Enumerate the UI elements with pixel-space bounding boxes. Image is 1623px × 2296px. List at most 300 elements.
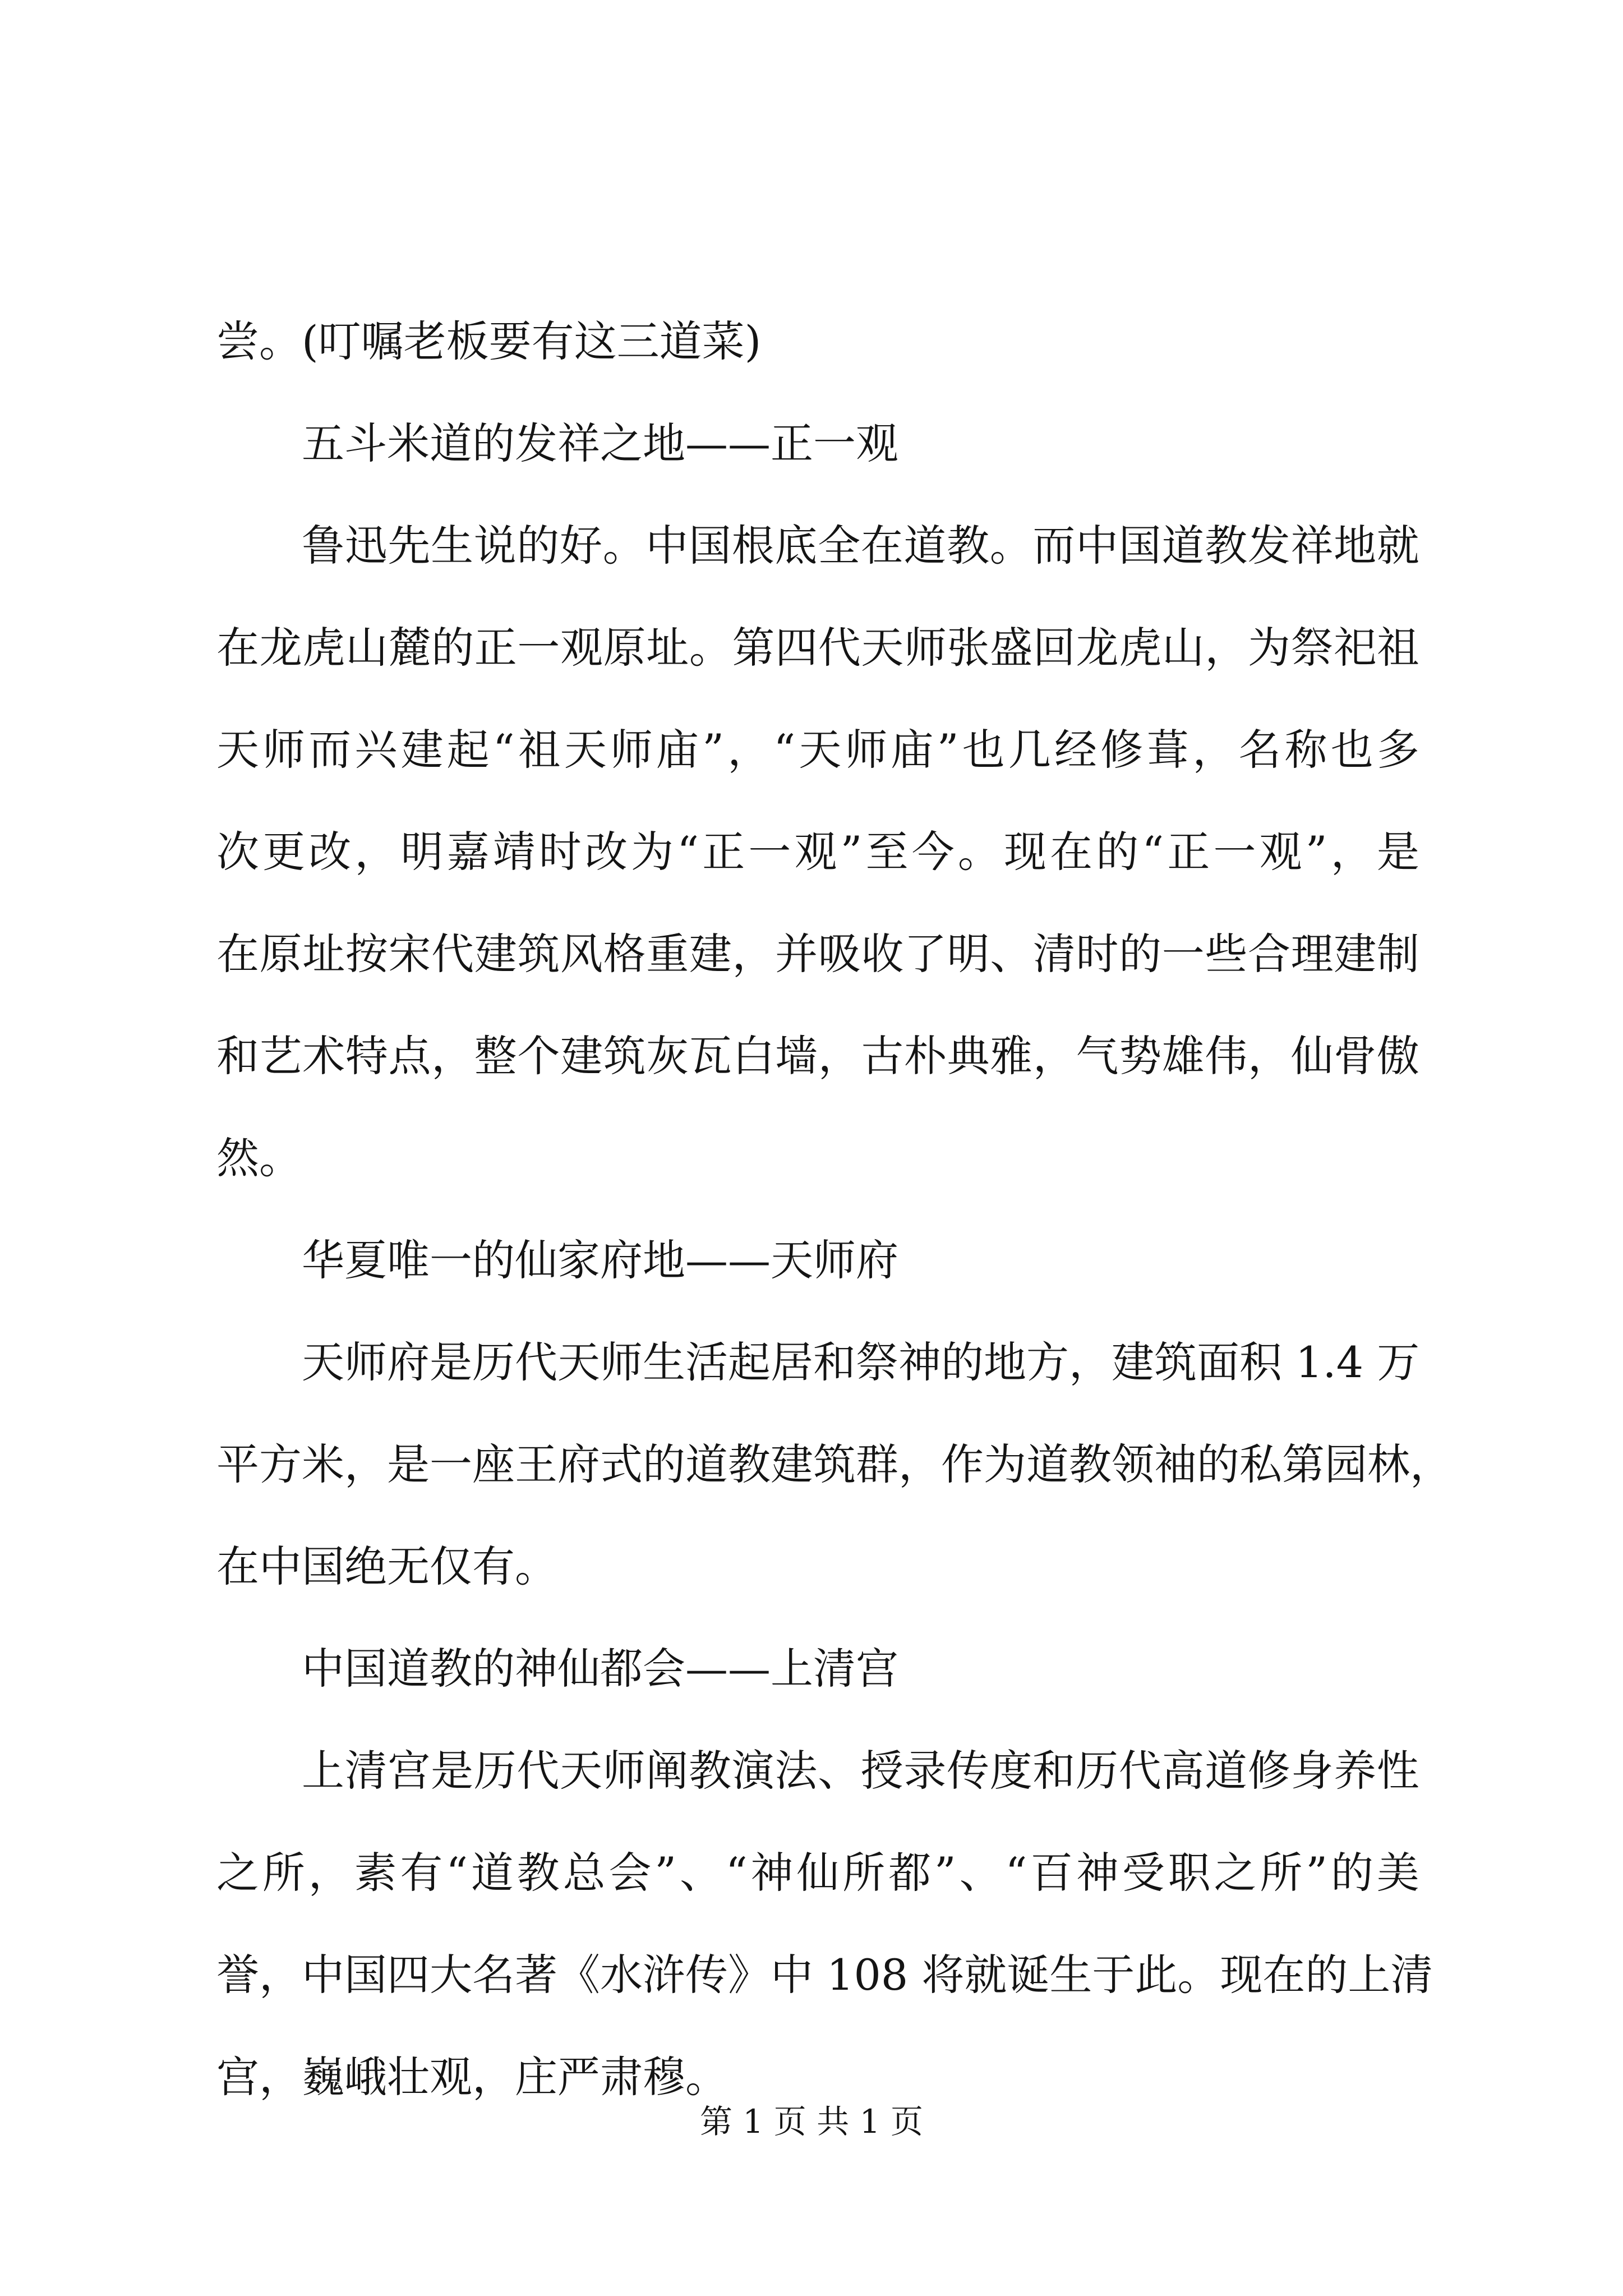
glyph: 4: [1336, 1337, 1364, 1387]
glyph: 些: [1205, 929, 1248, 979]
glyph: 白: [732, 1031, 775, 1081]
glyph: 了: [904, 929, 947, 979]
glyph: 按: [345, 929, 388, 979]
glyph: 王: [515, 1439, 557, 1489]
glyph: [813, 1924, 827, 2026]
glyph: 时: [538, 827, 582, 877]
glyph: 雅: [990, 1031, 1033, 1081]
glyph: 积: [1239, 1337, 1282, 1387]
glyph: 在: [216, 623, 259, 673]
glyph: 称: [1284, 725, 1327, 775]
glyph: 生: [1049, 1950, 1092, 2000]
glyph: 袖: [1154, 1439, 1197, 1489]
glyph: 道: [1161, 521, 1205, 570]
glyph: 。: [689, 623, 732, 673]
glyph: .: [1322, 1337, 1336, 1387]
glyph: 8: [880, 1950, 909, 2000]
glyph: 先: [388, 521, 431, 570]
glyph: 。: [1177, 1950, 1220, 2000]
glyph: 方: [259, 1439, 302, 1489]
glyph: ，: [1248, 1031, 1290, 1081]
glyph: 度: [989, 1746, 1032, 1796]
glyph: 林: [1367, 1439, 1410, 1489]
glyph: 就: [1376, 521, 1419, 570]
glyph: 改: [585, 827, 628, 877]
glyph: ，: [1410, 1439, 1453, 1489]
glyph: 建: [560, 1031, 603, 1081]
glyph: 一: [1161, 929, 1205, 979]
glyph: 上: [1348, 1950, 1391, 2000]
glyph: 正: [1167, 827, 1210, 877]
glyph: 四: [387, 1950, 430, 2000]
glyph: 在: [860, 521, 903, 570]
glyph: 仙: [796, 1848, 840, 1898]
glyph: 建: [474, 929, 517, 979]
glyph: 师: [344, 1337, 387, 1387]
glyph: “: [1142, 827, 1164, 877]
glyph: 是: [387, 1439, 430, 1489]
glyph: 代: [1118, 1746, 1161, 1796]
glyph: 灰: [646, 1031, 689, 1081]
glyph: 虎: [1119, 623, 1162, 673]
document-body: [216, 291, 1453, 2128]
glyph: 祭: [1290, 623, 1334, 673]
glyph: “: [492, 725, 515, 775]
glyph: 而: [1032, 521, 1076, 570]
glyph: 次: [216, 827, 259, 877]
glyph: 至: [865, 827, 909, 877]
glyph: 麓: [388, 623, 431, 673]
glyph: 发: [1247, 521, 1290, 570]
glyph: ，: [431, 1031, 474, 1081]
glyph: 大: [430, 1950, 472, 2000]
glyph: 天: [216, 725, 259, 775]
glyph: 特: [345, 1031, 388, 1081]
glyph: 受: [1122, 1848, 1165, 1898]
glyph: 》: [728, 1950, 771, 2000]
glyph: 修: [1100, 725, 1144, 775]
glyph: 师: [602, 1746, 645, 1796]
glyph: 天: [302, 1337, 344, 1387]
glyph: 天: [564, 725, 607, 775]
glyph: 面: [1197, 1337, 1239, 1387]
body-line: [216, 1720, 1419, 1822]
glyph: 米: [302, 1439, 344, 1489]
glyph: 居: [771, 1337, 813, 1387]
glyph: 师: [262, 725, 306, 775]
glyph: 道: [685, 1439, 728, 1489]
body-line: [216, 597, 1419, 699]
glyph: 正: [702, 827, 745, 877]
glyph: 中: [1076, 521, 1119, 570]
glyph: ，: [354, 827, 398, 877]
glyph: 现: [1220, 1950, 1263, 2000]
glyph: “: [1005, 1848, 1027, 1898]
glyph: 此: [1135, 1950, 1178, 2000]
glyph: 天: [560, 1746, 603, 1796]
glyph: 建: [771, 1439, 813, 1489]
glyph: 多: [1376, 725, 1419, 775]
glyph: 的: [643, 1439, 685, 1489]
glyph: 传: [685, 1950, 728, 2000]
glyph: 性: [1376, 1746, 1419, 1796]
glyph: 一: [430, 1439, 472, 1489]
glyph: 起: [446, 725, 490, 775]
glyph: 几: [1008, 725, 1051, 775]
glyph: [908, 1924, 921, 2026]
section-heading: 五斗米道的发祥之地——正一观: [302, 418, 898, 468]
glyph: ”: [654, 1848, 677, 1898]
glyph: 教: [517, 1848, 560, 1898]
body-line: [216, 1005, 1419, 1107]
glyph: 园: [1325, 1439, 1367, 1489]
glyph: 法: [774, 1746, 818, 1796]
section-heading: 中国道教的神仙都会——上清宫: [302, 1644, 898, 1694]
glyph: 师: [610, 725, 653, 775]
body-line: [216, 903, 1419, 1005]
body-line: 尝。(叮嘱老板要有这三道菜): [216, 316, 762, 366]
glyph: 、: [990, 929, 1033, 979]
glyph: 筑: [1154, 1337, 1197, 1387]
glyph: 筑: [517, 929, 560, 979]
glyph: 第: [732, 623, 775, 673]
glyph: 身: [1290, 1746, 1334, 1796]
glyph: ，: [732, 929, 775, 979]
glyph: 代: [517, 1746, 560, 1796]
glyph: 也: [962, 725, 1005, 775]
glyph: 会: [608, 1848, 652, 1898]
glyph: 观: [560, 623, 603, 673]
glyph: 浒: [643, 1950, 685, 2000]
glyph: 骨: [1334, 1031, 1377, 1081]
page-number-footer: 第 1 页 共 1 页: [700, 2102, 923, 2141]
glyph: 第: [1282, 1439, 1325, 1489]
glyph: 养: [1334, 1746, 1377, 1796]
glyph: 一: [748, 827, 791, 877]
glyph: 《: [557, 1950, 600, 2000]
glyph: 中: [645, 521, 689, 570]
glyph: 誉: [216, 1950, 259, 2000]
glyph: 仙: [1290, 1031, 1334, 1081]
glyph: 教: [689, 1746, 732, 1796]
glyph: 龙: [1076, 623, 1119, 673]
glyph: 点: [388, 1031, 431, 1081]
glyph: 现: [1003, 827, 1046, 877]
glyph: 1: [827, 1950, 854, 2000]
glyph: 生: [431, 521, 474, 570]
glyph: 建: [1112, 1337, 1154, 1387]
glyph: 改: [308, 827, 352, 877]
glyph: 重: [646, 929, 689, 979]
glyph: ，: [1069, 1337, 1112, 1387]
glyph: 全: [818, 521, 861, 570]
glyph: ，: [818, 1031, 861, 1081]
glyph: 正: [474, 623, 517, 673]
glyph: 迅: [344, 521, 388, 570]
glyph: 和: [813, 1337, 856, 1387]
glyph: 教: [728, 1439, 771, 1489]
glyph: 建: [400, 725, 444, 775]
glyph: 将: [921, 1950, 965, 2000]
body-line: [216, 1414, 1453, 1516]
body-line: 在中国绝无仅有。: [216, 1542, 557, 1591]
glyph: 观: [1259, 827, 1302, 877]
glyph: 、: [680, 1848, 722, 1898]
glyph: 修: [1247, 1746, 1290, 1796]
glyph: 而: [308, 725, 352, 775]
glyph: 祖: [518, 725, 561, 775]
glyph: 代: [515, 1337, 557, 1387]
glyph: 理: [1290, 929, 1334, 979]
glyph: 、: [818, 1746, 861, 1796]
glyph: 格: [603, 929, 646, 979]
glyph: 师: [904, 623, 947, 673]
glyph: 在: [1050, 827, 1093, 877]
glyph: 有: [400, 1848, 443, 1898]
glyph: 嘉: [446, 827, 490, 877]
glyph: 教: [947, 521, 990, 570]
glyph: ，: [1032, 1031, 1076, 1081]
glyph: 也: [1330, 725, 1373, 775]
glyph: 观: [794, 827, 837, 877]
glyph: 雄: [1161, 1031, 1205, 1081]
glyph: 为: [631, 827, 674, 877]
glyph: 历: [1076, 1746, 1119, 1796]
glyph: 建: [1334, 929, 1377, 979]
glyph: 、: [959, 1848, 1002, 1898]
glyph: ”: [840, 827, 863, 877]
glyph: 并: [775, 929, 818, 979]
body-line: [216, 1924, 1433, 2026]
glyph: 和: [1032, 1746, 1076, 1796]
glyph: 是: [431, 1746, 474, 1796]
glyph: 上: [302, 1746, 344, 1796]
glyph: 领: [1112, 1439, 1154, 1489]
glyph: 个: [517, 1031, 560, 1081]
glyph: 起: [728, 1337, 771, 1387]
glyph: 诞: [1007, 1950, 1050, 2000]
glyph: 府: [557, 1439, 600, 1489]
glyph: 原: [259, 929, 302, 979]
body-line: [216, 801, 1419, 903]
body-line: 然。: [216, 1133, 302, 1183]
glyph: 职: [1168, 1848, 1211, 1898]
glyph: 合: [1248, 929, 1290, 979]
glyph: 今: [911, 827, 955, 877]
glyph: 经: [1054, 725, 1097, 775]
glyph: 建: [689, 929, 732, 979]
glyph: 一: [1213, 827, 1256, 877]
glyph: “: [725, 1848, 748, 1898]
glyph: 历: [472, 1337, 515, 1387]
glyph: 鲁: [302, 521, 344, 570]
glyph: ，: [308, 1848, 351, 1898]
glyph: 盛: [990, 623, 1033, 673]
glyph: 宋: [388, 929, 431, 979]
glyph: 靖: [492, 827, 536, 877]
glyph: 名: [472, 1950, 515, 2000]
glyph: ”: [937, 725, 959, 775]
glyph: 祥: [1290, 521, 1334, 570]
glyph: ”: [1305, 827, 1327, 877]
glyph: 代: [431, 929, 474, 979]
glyph: 为: [1248, 623, 1290, 673]
glyph: 的: [1119, 929, 1162, 979]
glyph: 艺: [259, 1031, 302, 1081]
glyph: 明: [400, 827, 444, 877]
glyph: 教: [1069, 1439, 1112, 1489]
glyph: 总: [562, 1848, 606, 1898]
glyph: 是: [430, 1337, 472, 1387]
glyph: ”: [1306, 1848, 1328, 1898]
glyph: 。: [957, 827, 1000, 877]
glyph: 著: [515, 1950, 557, 2000]
glyph: 的: [1197, 1439, 1239, 1489]
glyph: [1363, 1312, 1377, 1414]
glyph: 国: [1118, 521, 1161, 570]
glyph: 天: [861, 623, 904, 673]
glyph: 好: [560, 521, 603, 570]
glyph: 筑: [813, 1439, 856, 1489]
glyph: 天: [557, 1337, 600, 1387]
body-line: [216, 699, 1419, 801]
glyph: 典: [947, 1031, 990, 1081]
glyph: 所: [842, 1848, 886, 1898]
glyph: 四: [775, 623, 818, 673]
glyph: 师: [845, 725, 888, 775]
glyph: 在: [216, 929, 259, 979]
glyph: ，: [898, 1439, 941, 1489]
glyph: 清: [344, 1746, 388, 1796]
glyph: 所: [262, 1848, 305, 1898]
glyph: 风: [560, 929, 603, 979]
glyph: 在: [1262, 1950, 1306, 2000]
glyph: ”: [702, 725, 725, 775]
body-line: [216, 1312, 1419, 1414]
glyph: 收: [861, 929, 904, 979]
glyph: 座: [472, 1439, 515, 1489]
glyph: 道: [903, 521, 947, 570]
glyph: ”: [934, 1848, 956, 1898]
glyph: 群: [856, 1439, 898, 1489]
glyph: 代: [818, 623, 861, 673]
glyph: 兴: [354, 725, 398, 775]
glyph: 庙: [891, 725, 934, 775]
glyph: 作: [941, 1439, 984, 1489]
glyph: [1282, 1312, 1295, 1414]
glyph: 瓦: [689, 1031, 732, 1081]
glyph: ，: [344, 1439, 387, 1489]
glyph: 回: [1032, 623, 1076, 673]
glyph: 术: [302, 1031, 345, 1081]
glyph: 都: [888, 1848, 932, 1898]
glyph: 平: [216, 1439, 259, 1489]
glyph: 神: [1076, 1848, 1119, 1898]
glyph: 祖: [1376, 623, 1419, 673]
glyph: 神: [750, 1848, 794, 1898]
glyph: 根: [731, 521, 774, 570]
glyph: 的: [1330, 1848, 1373, 1898]
glyph: 址: [302, 929, 345, 979]
glyph: 万: [1377, 1337, 1420, 1387]
glyph: 道: [1026, 1439, 1069, 1489]
glyph: 址: [646, 623, 689, 673]
glyph: 气: [1076, 1031, 1119, 1081]
glyph: 虎: [302, 623, 345, 673]
glyph: 高: [1161, 1746, 1205, 1796]
glyph: 时: [1076, 929, 1119, 979]
glyph: 历: [473, 1746, 517, 1796]
glyph: 之: [1214, 1848, 1257, 1898]
glyph: 原: [603, 623, 646, 673]
glyph: “: [677, 827, 699, 877]
glyph: 祭: [856, 1337, 898, 1387]
body-line: 宫，巍峨壮观，庄严肃穆。: [216, 2052, 728, 2102]
glyph: 水: [600, 1950, 643, 2000]
glyph: 葺: [1146, 725, 1189, 775]
glyph: 和: [216, 1031, 259, 1081]
glyph: 生: [643, 1337, 685, 1387]
glyph: 百: [1030, 1848, 1073, 1898]
glyph: 古: [861, 1031, 904, 1081]
glyph: 的: [1305, 1950, 1348, 2000]
glyph: 神: [898, 1337, 941, 1387]
glyph: ，: [1192, 725, 1235, 775]
glyph: 天: [799, 725, 842, 775]
glyph: 吸: [818, 929, 861, 979]
glyph: 师: [600, 1337, 643, 1387]
glyph: 山: [1161, 623, 1205, 673]
glyph: 。: [602, 521, 645, 570]
section-heading: 华夏唯一的仙家府地——天师府: [302, 1235, 898, 1285]
glyph: ，: [259, 1950, 302, 2000]
glyph: 的: [431, 623, 474, 673]
glyph: 墙: [775, 1031, 818, 1081]
glyph: ，: [727, 725, 771, 775]
glyph: ，: [1330, 827, 1373, 877]
glyph: 录: [903, 1746, 947, 1796]
glyph: 一: [517, 623, 560, 673]
glyph: 清: [1032, 929, 1076, 979]
glyph: 为: [984, 1439, 1026, 1489]
glyph: 教: [1205, 521, 1248, 570]
glyph: 演: [731, 1746, 774, 1796]
glyph: 龙: [259, 623, 302, 673]
glyph: 活: [685, 1337, 728, 1387]
glyph: ，: [1205, 623, 1248, 673]
glyph: “: [773, 725, 796, 775]
glyph: 筑: [603, 1031, 646, 1081]
glyph: 私: [1239, 1439, 1282, 1489]
body-line: [216, 1822, 1419, 1924]
glyph: 1: [1295, 1337, 1323, 1387]
glyph: 清: [1390, 1950, 1433, 2000]
glyph: 势: [1119, 1031, 1162, 1081]
glyph: 美: [1376, 1848, 1419, 1898]
body-line: [216, 495, 1419, 597]
glyph: 宫: [388, 1746, 431, 1796]
glyph: 说: [473, 521, 517, 570]
glyph: 庙: [656, 725, 699, 775]
glyph: 傲: [1376, 1031, 1419, 1081]
glyph: 制: [1376, 929, 1419, 979]
glyph: 更: [262, 827, 306, 877]
glyph: 的: [517, 521, 560, 570]
glyph: 府: [387, 1337, 430, 1387]
glyph: 式: [600, 1439, 643, 1489]
glyph: 道: [1205, 1746, 1248, 1796]
glyph: 道: [471, 1848, 514, 1898]
